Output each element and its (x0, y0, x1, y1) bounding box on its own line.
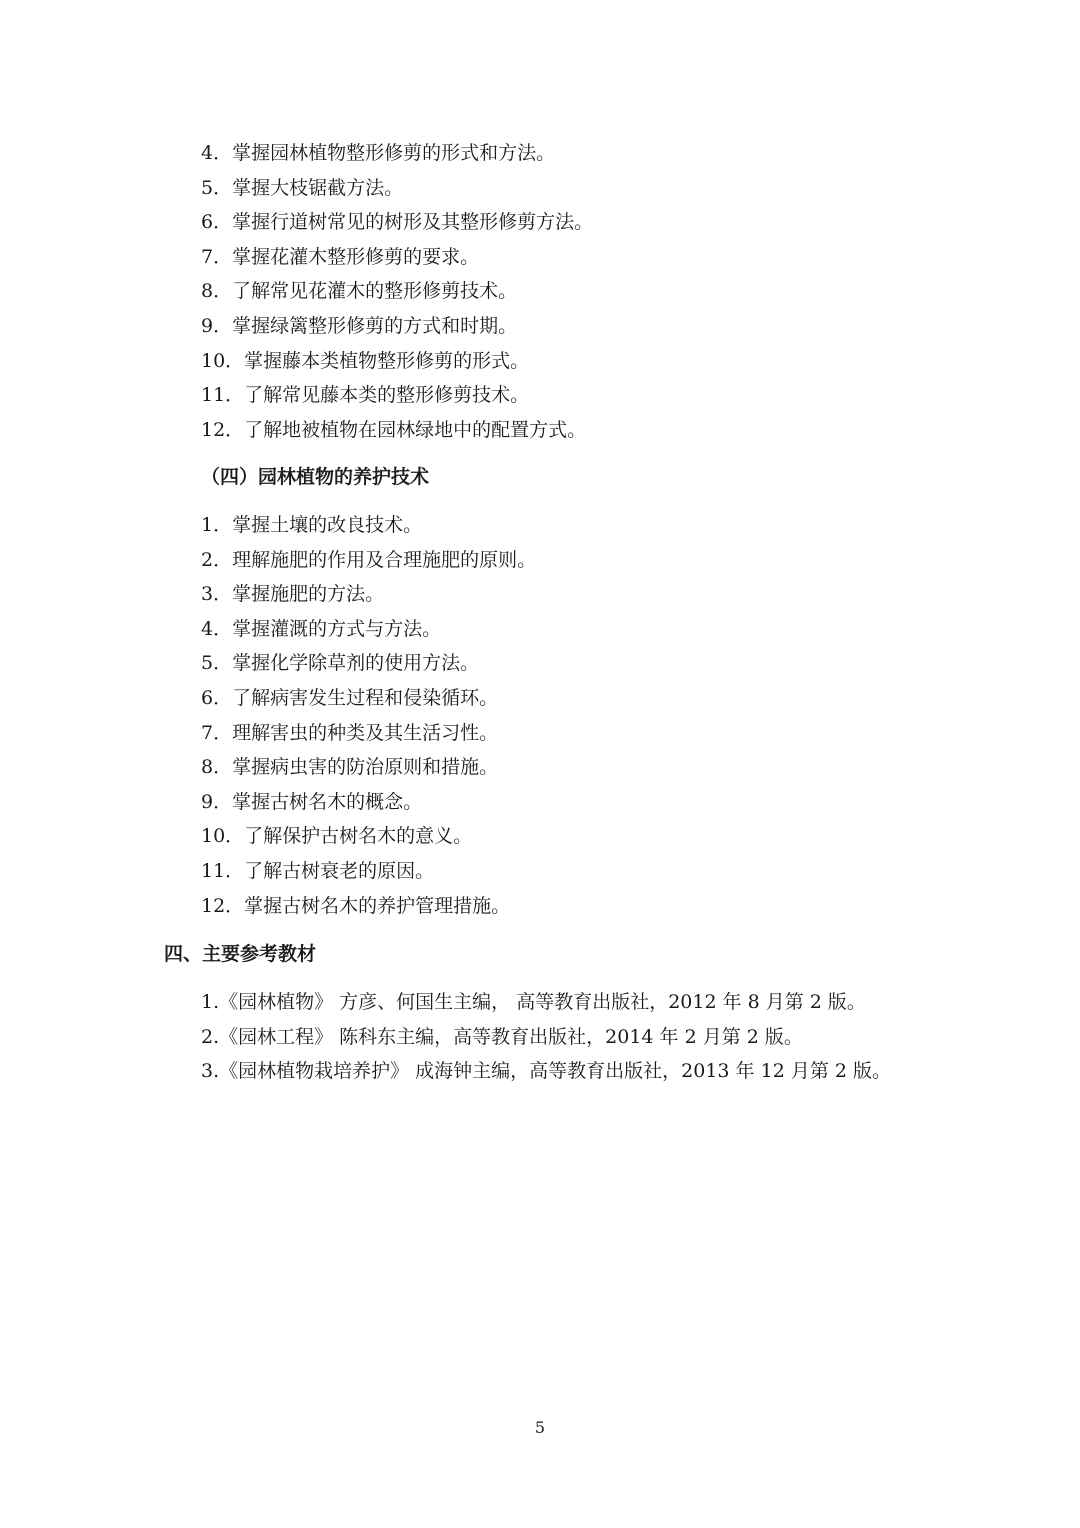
references-list (201, 985, 891, 1089)
reference-item: 1.《园林植物》 方彦、何国生主编， 高等教育出版社，2012 年 8 月第 2 版。 (201, 991, 866, 1013)
list-item: 3．掌握施肥的方法。 (201, 583, 385, 606)
list-item: 10．了解保护古树名木的意义。 (201, 825, 473, 848)
list-item: 1．掌握土壤的改良技术。 (201, 514, 423, 536)
list-item: 11．了解常见藤本类的整形修剪技术。 (201, 384, 530, 407)
list-item: 9．掌握古树名木的概念。 (201, 790, 423, 813)
reference-item: 3.《园林植物栽培养护》 成海钟主编，高等教育出版社，2013 年 12 月第 2 版。 (201, 1060, 891, 1083)
list-item: 5．掌握大枝锯截方法。 (201, 176, 404, 199)
list-item: 4．掌握灌溉的方式与方法。 (201, 617, 442, 640)
list-item: 7．理解害虫的种类及其生活习性。 (201, 721, 499, 744)
list-item: 8．了解常见花灌木的整形修剪技术。 (201, 280, 518, 303)
reference-item: 2.《园林工程》 陈科东主编，高等教育出版社，2014 年 2 月第 2 版。 (201, 1025, 803, 1048)
page-number: 5 (534, 1418, 546, 1437)
references-heading: 四、主要参考教材 (164, 943, 317, 965)
list-item: 9．掌握绿篱整形修剪的方式和时期。 (201, 314, 518, 337)
list-item: 11．了解古树衰老的原因。 (201, 859, 435, 882)
section-three-list (201, 136, 593, 447)
list-item: 7．掌握花灌木整形修剪的要求。 (201, 245, 480, 268)
section-four-list (201, 508, 536, 923)
list-item: 8．掌握病虫害的防治原则和措施。 (201, 756, 499, 779)
list-item: 6．了解病害发生过程和侵染循环。 (201, 686, 499, 709)
list-item: 4．掌握园林植物整形修剪的形式和方法。 (201, 142, 556, 164)
list-item: 10．掌握藤本类植物整形修剪的形式。 (201, 349, 530, 372)
section-four-heading: （四）园林植物的养护技术 (201, 466, 430, 488)
list-item: 5．掌握化学除草剂的使用方法。 (201, 652, 480, 675)
list-item: 2．理解施肥的作用及合理施肥的原则。 (201, 548, 537, 571)
list-item: 12．了解地被植物在园林绿地中的配置方式。 (201, 418, 587, 441)
list-item: 12．掌握古树名木的养护管理措施。 (201, 894, 511, 917)
list-item: 6．掌握行道树常见的树形及其整形修剪方法。 (201, 211, 594, 234)
